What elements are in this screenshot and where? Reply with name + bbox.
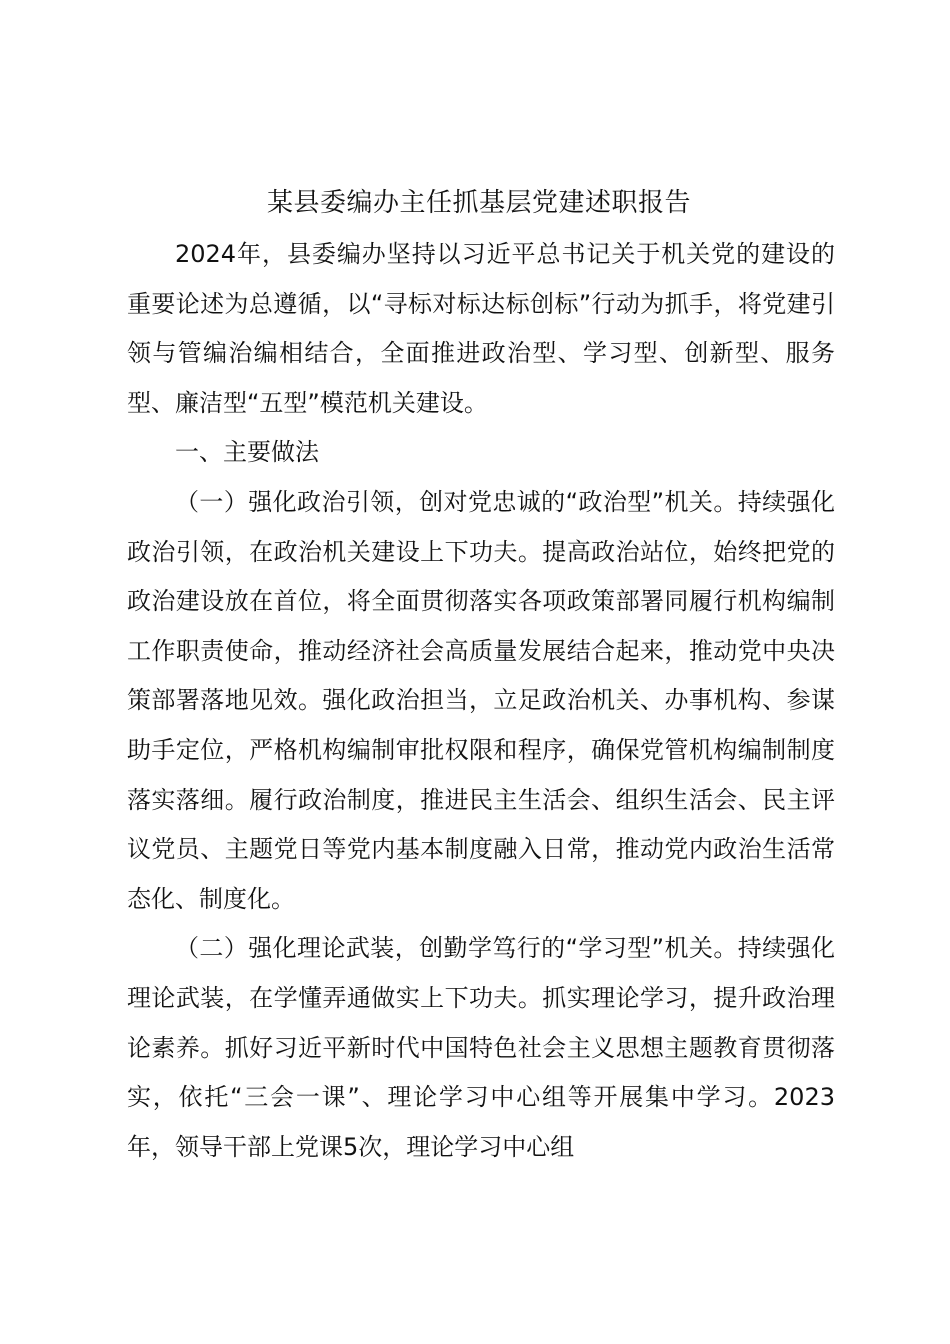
document-body <box>127 230 835 1172</box>
intro-paragraph: 2024年，县委编办坚持以习近平总书记关于机关党的建设的重要论述为总遵循，以“寻标对标达标创标”行动为抓手，将党建引领与管编治编相结合，全面推进政治型、学习型、创新型、服务型、廉洁型“五型”模范机关建设。 <box>127 240 835 417</box>
body-paragraph: （一）强化政治引领，创对党忠诚的“政治型”机关。持续强化政治引领，在政治机关建设上下功夫。提高政治站位，始终把党的政治建设放在首位，将全面贯彻落实各项政策部署同履行机构编制工作职责使命，推动经济社会高质量发展结合起来，推动党中央决策部署落地见效。强化政治担当，立足政治机关、办事机构、参谋助手定位，严格机构编制审批权限和程序，确保党管机构编制制度落实落细。履行政治制度，推进民主生活会、组织生活会、民主评议党员、主题党日等党内基本制度融入日常，推动党内政治生活常态化、制度化。 <box>127 487 835 913</box>
body-paragraph: （二）强化理论武装，创勤学笃行的“学习型”机关。持续强化理论武装，在学懂弄通做实上下功夫。抓实理论学习，提升政治理论素养。抓好习近平新时代中国特色社会主义思想主题教育贯彻落实，依托“三会一课”、理论学习中心组等开展集中学习。2023年，领导干部上党课5次，理论学习中心组 <box>127 934 835 1161</box>
document-title: 某县委编办主任抓基层党建述职报告 <box>266 188 691 218</box>
section-heading: 一、主要做法 <box>175 438 319 467</box>
